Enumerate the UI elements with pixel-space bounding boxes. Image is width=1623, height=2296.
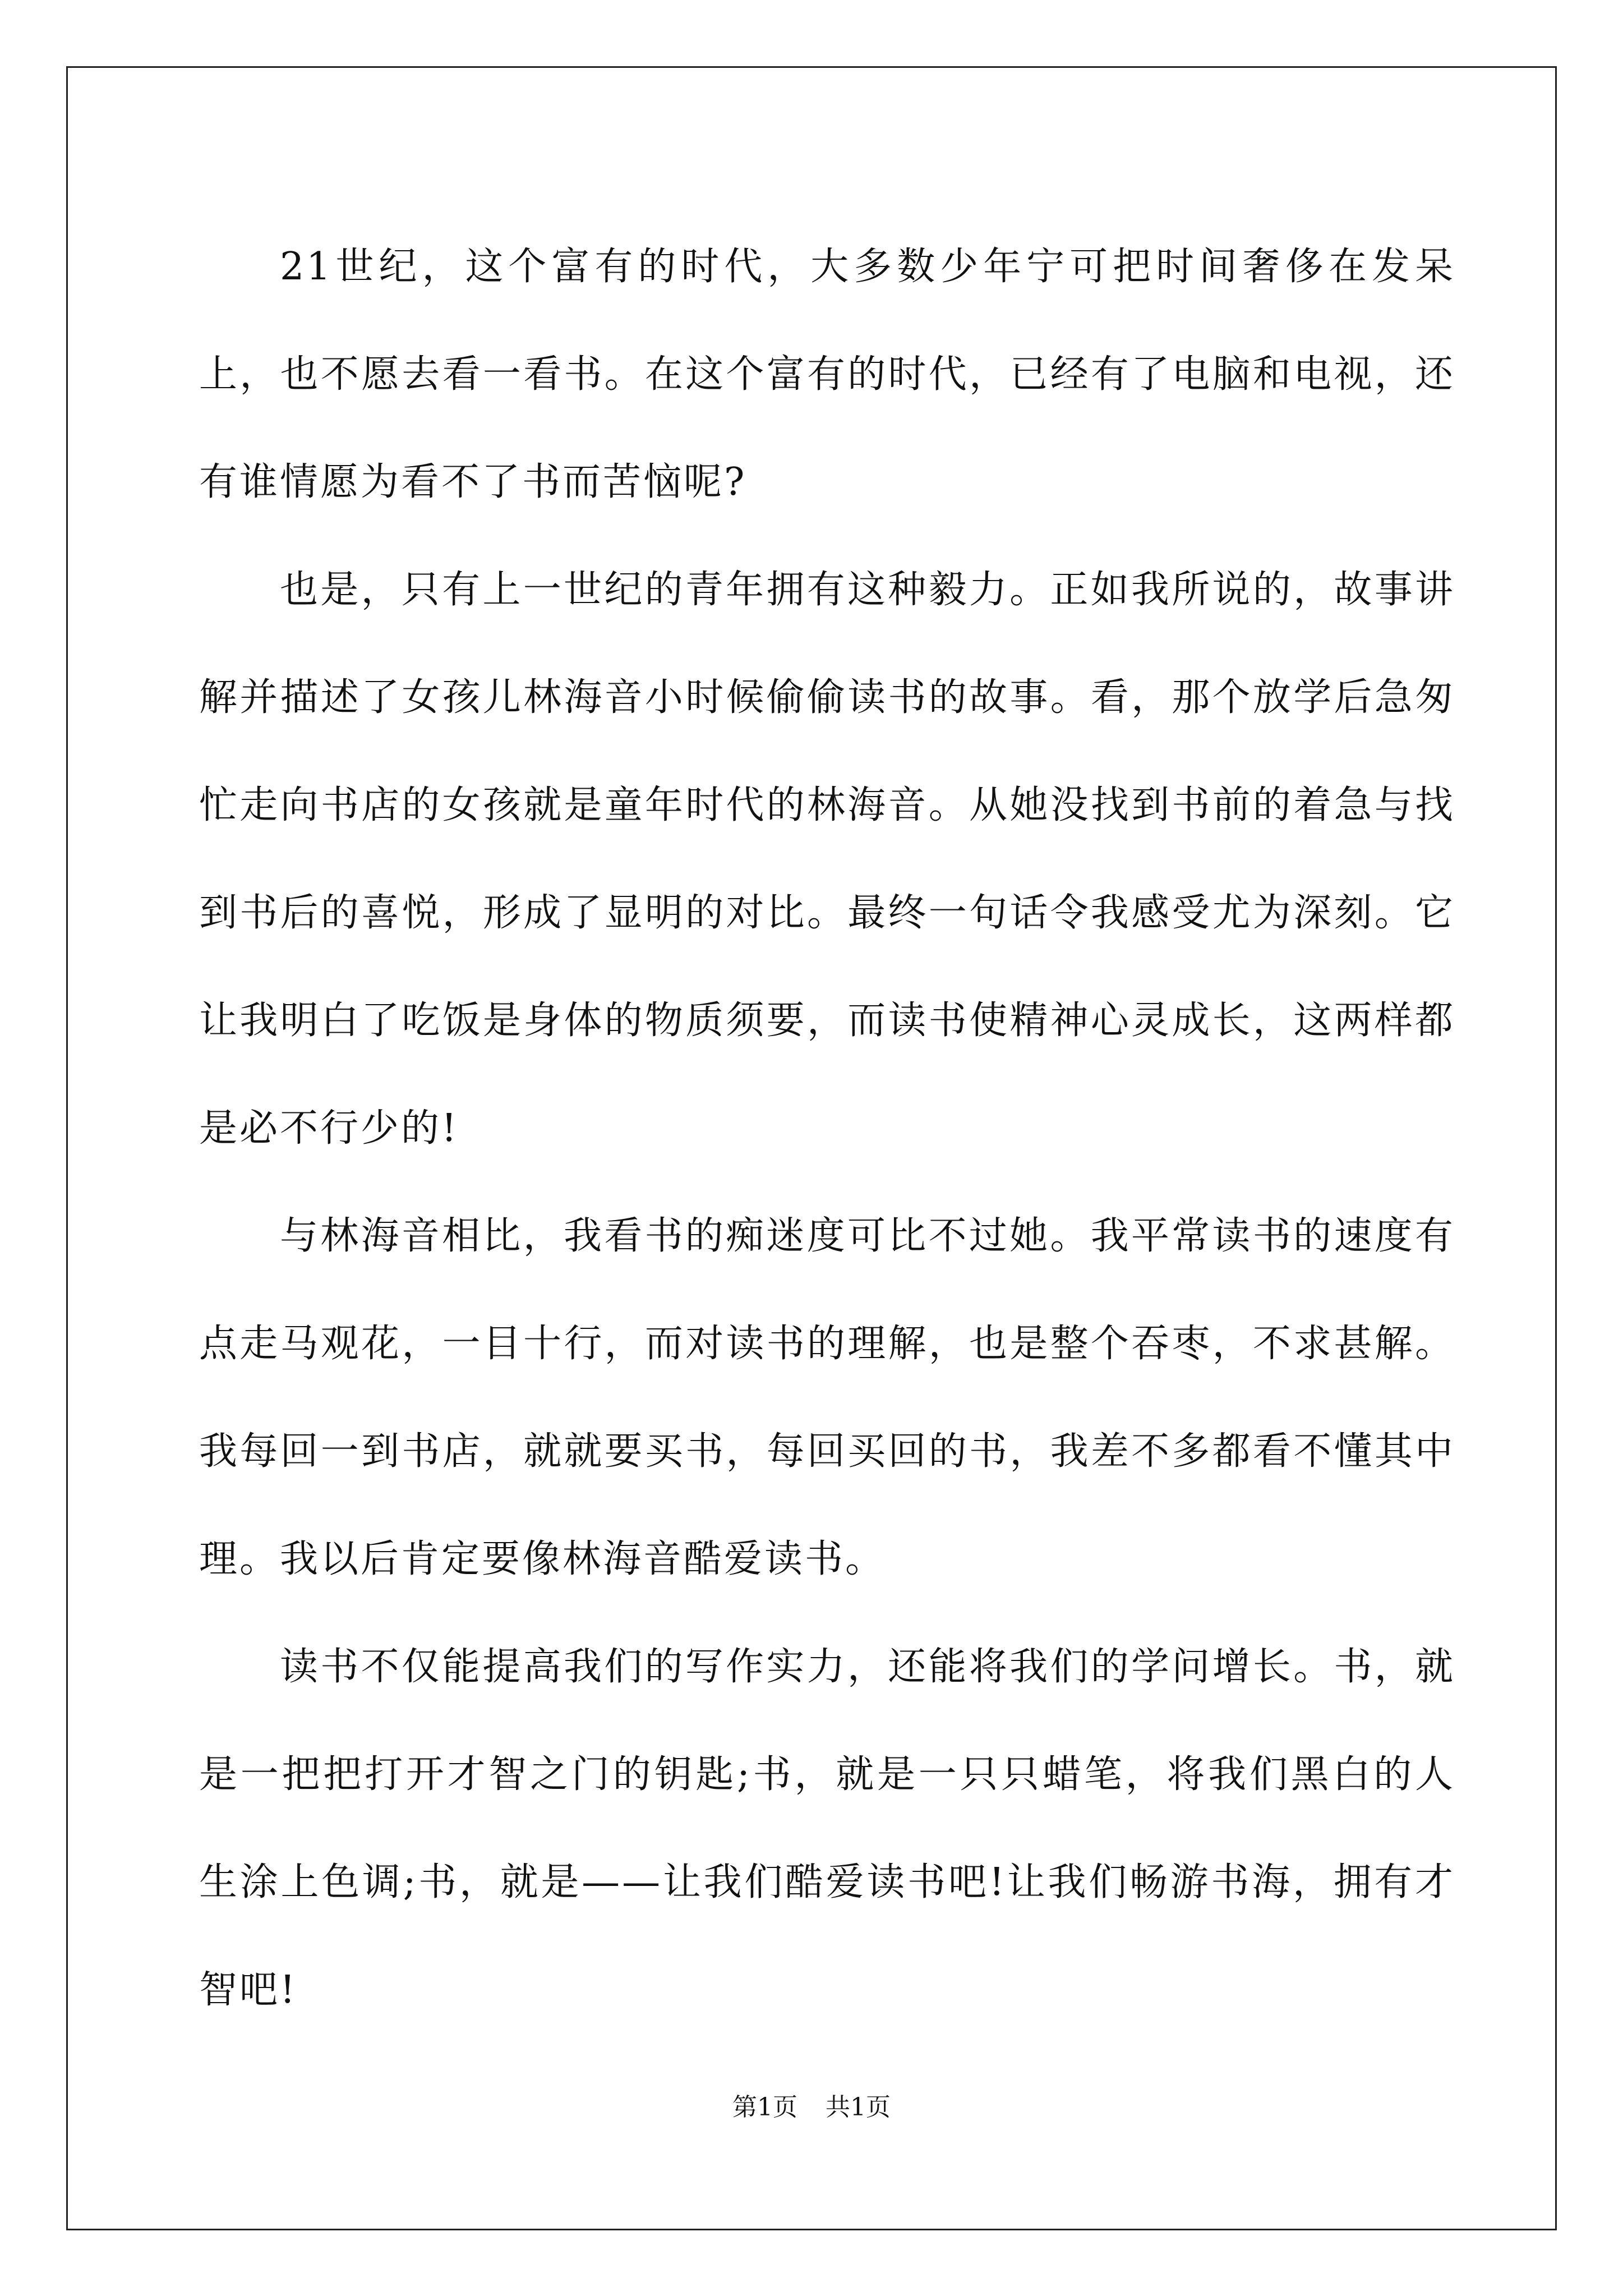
page-footer [0, 2087, 1623, 2123]
page-number: 第1页 [732, 2093, 797, 2122]
document-body [199, 213, 1455, 2044]
paragraph-1: 21世纪，这个富有的时代，大多数少年宁可把时间奢侈在发呆上，也不愿去看一看书。在这个富有的时代，已经有了电脑和电视，还有谁情愿为看不了书而苦恼呢? [199, 245, 1455, 504]
paragraph-3: 与林海音相比，我看书的痴迷度可比不过她。我平常读书的速度有点走马观花，一目十行，而对读书的理解，也是整个吞枣，不求甚解。我每回一到书店，就就要买书，每回买回的书，我差不多都看不懂其中理。我以后肯定要像林海音酷爱读书。 [199, 1214, 1455, 1581]
page-total: 共1页 [826, 2093, 891, 2122]
paragraph-4: 读书不仅能提高我们的写作实力，还能将我们的学问增长。书，就是一把把打开才智之门的钥匙;书，就是一只只蜡笔，将我们黑白的人生涂上色调;书，就是——让我们酷爱读书吧!让我们畅游书海，拥有才智吧! [199, 1645, 1455, 2012]
paragraph-2: 也是，只有上一世纪的青年拥有这种毅力。正如我所说的，故事讲解并描述了女孩儿林海音小时候偷偷读书的故事。看，那个放学后急匆忙走向书店的女孩就是童年时代的林海音。从她没找到书前的着急与找到书后的喜悦，形成了显明的对比。最终一句话令我感受尤为深刻。它让我明白了吃饭是身体的物质须要，而读书使精神心灵成长，这两样都是必不行少的! [199, 568, 1455, 1151]
